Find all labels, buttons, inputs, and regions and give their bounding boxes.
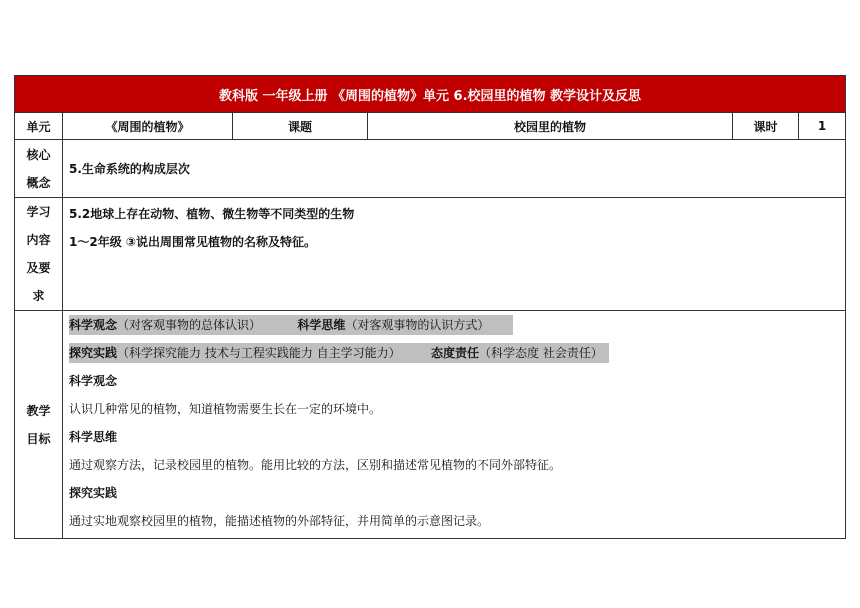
- cat2-title: 科学思维: [297, 318, 346, 332]
- cat1-desc: （对客观事物的总体认识）: [117, 318, 262, 332]
- period-value: 1: [799, 113, 846, 140]
- cat2-desc: （对客观事物的认识方式）: [345, 318, 490, 332]
- document-title: 教科版 一年级上册 《周围的植物》单元 6.校园里的植物 教学设计及反思: [15, 76, 846, 113]
- goal-heading-1: 科学观念: [69, 374, 118, 388]
- unit-value: 《周围的植物》: [63, 113, 233, 140]
- core-concept-label-line: 概念: [26, 175, 51, 190]
- cat1-title: 科学观念: [69, 318, 118, 332]
- learning-content: [63, 198, 846, 311]
- goal-category-row-2: [69, 339, 839, 367]
- title-row: [15, 76, 846, 113]
- unit-label: 单元: [15, 113, 63, 140]
- header-row: [15, 113, 846, 140]
- learning-label-line: 及要: [26, 261, 51, 275]
- goal-heading-3: 探究实践: [69, 486, 118, 500]
- lesson-plan-table: [14, 75, 846, 539]
- cat3-title: 探究实践: [69, 346, 118, 360]
- learning-line-1: 5.2地球上存在动物、植物、微生物等不同类型的生物: [69, 207, 355, 221]
- topic-value: 校园里的植物: [368, 113, 733, 140]
- goals-label-line: 目标: [26, 431, 51, 446]
- period-label: 课时: [733, 113, 799, 140]
- learning-line-2: 1～2年级 ③说出周围常见植物的名称及特征。: [69, 235, 317, 249]
- topic-label: 课题: [233, 113, 368, 140]
- core-concept-label: [15, 140, 63, 198]
- goal-heading-2: 科学思维: [69, 430, 118, 444]
- learning-label-line: 内容: [26, 233, 51, 247]
- cat4-desc: （科学态度 社会责任）: [479, 346, 603, 360]
- goal-paragraph-3: 通过实地观察校园里的植物，能描述植物的外部特征，并用简单的示意图记录。: [69, 514, 490, 528]
- cat3-desc: （科学探究能力 技术与工程实践能力 自主学习能力）: [117, 346, 401, 360]
- goal-category-row-1: [69, 311, 839, 339]
- learning-row: [15, 198, 846, 311]
- lesson-plan-document: [14, 75, 845, 539]
- goals-content: [63, 311, 846, 539]
- learning-label-line: 求: [32, 289, 45, 303]
- core-concept-label-line: 核心: [26, 147, 51, 162]
- goal-paragraph-2: 通过观察方法，记录校园里的植物。能用比较的方法，区别和描述常见植物的不同外部特征。: [69, 458, 562, 472]
- cat4-title: 态度责任: [431, 346, 480, 360]
- core-concept-row: [15, 140, 846, 198]
- goal-paragraph-1: 认识几种常见的植物，知道植物需要生长在一定的环境中。: [69, 402, 382, 416]
- goal-category-highlight: [69, 315, 513, 335]
- goals-row: [15, 311, 846, 539]
- goals-label-line: 教学: [26, 403, 51, 418]
- core-concept-text: 5.生命系统的构成层次: [63, 140, 846, 198]
- learning-label: [15, 198, 63, 311]
- goal-category-highlight: [69, 343, 609, 363]
- learning-label-line: 学习: [26, 205, 51, 219]
- goals-label: [15, 311, 63, 539]
